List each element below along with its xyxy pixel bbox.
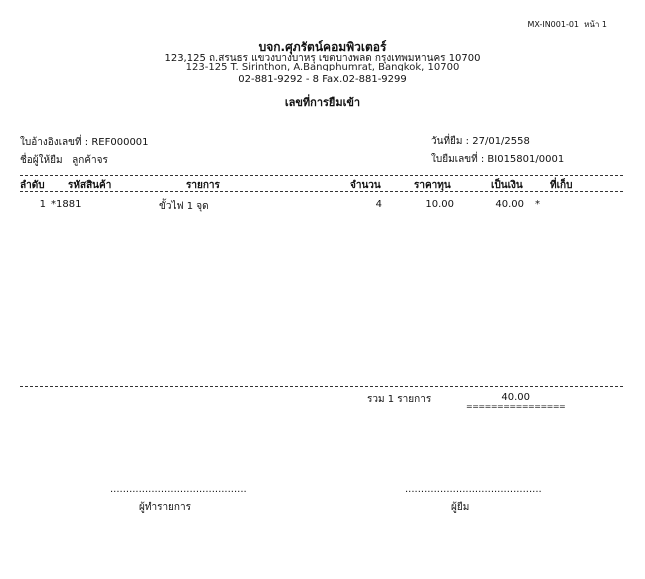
signature-line-borrower: ........................................... <box>405 484 542 495</box>
column-header-code: รหัสสินค้า <box>68 180 112 191</box>
document-title: เลขที่การยืมเข้า <box>284 96 361 109</box>
reference-number <box>20 135 149 150</box>
signature-label-operator: ผู้ทำรายการ <box>139 502 191 513</box>
borrower-value: ลูกค้าจร <box>72 155 108 166</box>
column-header-qty: จำนวน <box>350 180 381 191</box>
row-no: 1 <box>39 199 46 210</box>
borrower-name <box>20 153 108 168</box>
signature-line-operator: ........................................... <box>110 484 247 495</box>
column-header-amount: เป็นเงิน <box>491 180 523 191</box>
table-top-rule <box>20 175 623 176</box>
borrow-doc-value: BI015801/0001 <box>487 154 565 165</box>
column-header-location: ที่เก็บ <box>550 180 573 191</box>
borrow-date-label: วันที่ยืม : <box>431 136 470 147</box>
borrow-date <box>431 134 530 149</box>
document-code <box>527 18 607 31</box>
row-qty: 4 <box>375 199 382 210</box>
row-cost: 10.00 <box>425 199 454 210</box>
page-label: หน้า 1 <box>584 20 607 29</box>
borrower-label: ชื่อผู้ให้ยืม <box>20 155 63 166</box>
reference-value: REF000001 <box>91 137 149 148</box>
table-bottom-rule <box>20 386 623 387</box>
column-header-cost: ราคาทุน <box>414 180 451 191</box>
summary-label: รวม 1 รายการ <box>367 394 432 405</box>
doc-code-value: MX-IN001-01 <box>527 20 580 29</box>
company-phone: 02-881-9292 - 8 Fax.02-881-9299 <box>238 74 407 85</box>
row-location: * <box>535 199 540 210</box>
column-header-description: รายการ <box>186 180 220 191</box>
signature-label-borrower: ผู้ยืม <box>451 502 470 513</box>
row-code: *1881 <box>51 199 82 210</box>
company-name: บจก.ศุภรัตน์คอมพิวเตอร์ <box>258 40 387 54</box>
company-address-thai: 123,125 ถ.สรนธร แขวงบางบาหรุ เขตบางพลด กรุงเทพมหานคร 10700 <box>164 53 481 64</box>
borrow-doc-number <box>431 152 564 167</box>
company-address-eng: 123-125 T. Sirinthon, A.Bangphumrat, Bangkok, 10700 <box>185 62 460 71</box>
row-description: ขั้วไฟ 1 จุด <box>159 201 209 212</box>
column-header-no: ลำดับ <box>20 180 45 191</box>
reference-label: ใบอ้างอิงเลขที่ : <box>20 137 89 148</box>
row-amount: 40.00 <box>495 199 524 210</box>
summary-double-underline: ================ <box>466 402 566 411</box>
borrow-date-value: 27/01/2558 <box>472 136 530 147</box>
borrow-doc-label: ใบยืมเลขที่ : <box>431 154 485 165</box>
summary-total: 40.00 <box>501 392 530 403</box>
